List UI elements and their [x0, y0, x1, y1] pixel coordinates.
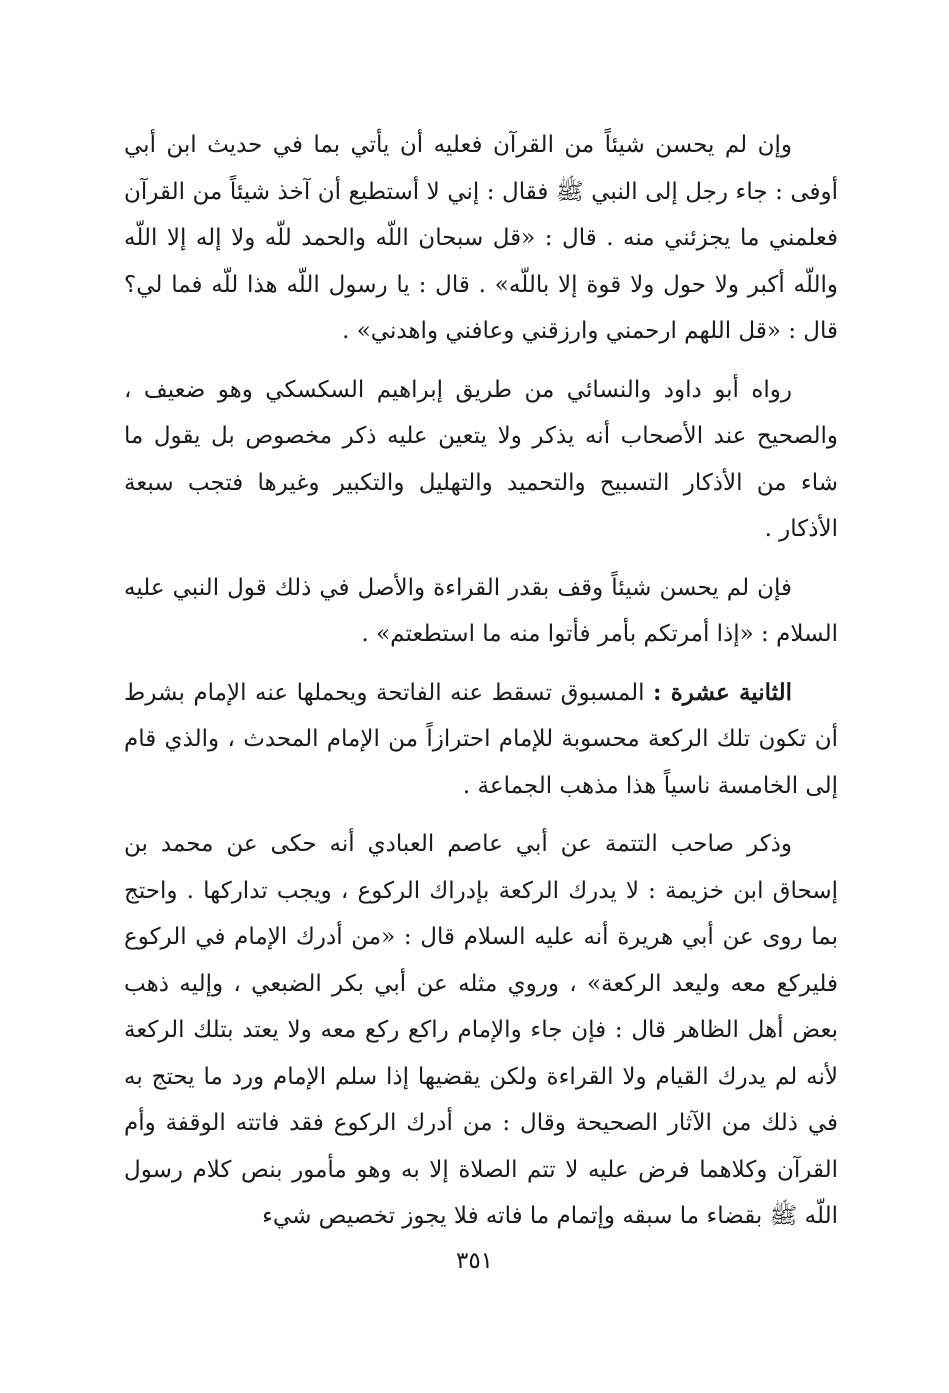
section-heading-twelfth: الثانية عشرة :	[653, 678, 792, 706]
paragraph-4-body: المسبوق تسقط عنه الفاتحة ويحملها عنه الإمام بشرط أن تكون تلك الركعة محسوبة للإمام احترازاً من الإمام المحدث ، والذي قام إلى الخامسة ناسياً هذا مذهب الجماعة .	[124, 679, 838, 799]
paragraph-2: رواه أبو داود والنسائي من طريق إبراهيم السكسكي وهو ضعيف ، والصحيح عند الأصحاب أنه يذكر ولا يتعين عليه ذكر مخصوص بل يقول ما شاء من الأذكار التسبيح والتحميد والتهليل والتكبير وغيرها فتجب سبعة الأذكار .	[124, 376, 838, 542]
paragraph-4	[124, 670, 838, 810]
page-number: ٣٥١	[455, 1248, 494, 1274]
paragraph-3: فإن لم يحسن شيئاً وقف بقدر القراءة والأصل في ذلك قول النبي عليه السلام : «إذا أمرتكم بأمر فأتوا منه ما استطعتم» .	[124, 574, 838, 647]
paragraph-5: وذكر صاحب التتمة عن أبي عاصم العبادي أنه حكى عن محمد بن إسحاق ابن خزيمة : لا يدرك الركعة بإدراك الركوع ، ويجب تداركها . واحتج بما روى عن أبي هريرة أنه عليه السلام قال : «من أدرك الإمام في الركوع فليركع معه وليعد الركعة» ، وروي مثله عن أبي بكر الضبعي ، وإليه ذهب بعض أهل الظاهر قال : فإن جاء والإمام راكع ركع معه ولا يعتد بتلك الركعة لأنه لم يدرك القيام ولا القراءة ولكن يقضيها إذا سلم الإمام ورد ما يحتج به في ذلك من الآثار الصحيحة وقال : من أدرك الركوع فقد فاتته الوقفة وأم القرآن وكلاهما فرض عليه لا تتم الصلاة إلا به وهو مأمور بنص كلام رسول اللّه ﷺ بقضاء ما سبقه وإتمام ما فاته فلا يجوز تخصيص شيء	[124, 831, 838, 1229]
body-text	[124, 122, 838, 1240]
paragraph-1: وإن لم يحسن شيئاً من القرآن فعليه أن يأتي بما في حديث ابن أبي أوفى : جاء رجل إلى النبي ﷺ فقال : إني لا أستطيع أن آخذ شيئاً من القرآن فعلمني ما يجزئني منه . قال : «قل سبحان اللّه والحمد للّه ولا إله إلا اللّه واللّه أكبر ولا حول ولا قوة إلا باللّه» . قال : يا رسول اللّه هذا للّه فما لي؟ قال : «قل اللهم ارحمني وارزقني وعافني واهدني» .	[124, 132, 839, 344]
